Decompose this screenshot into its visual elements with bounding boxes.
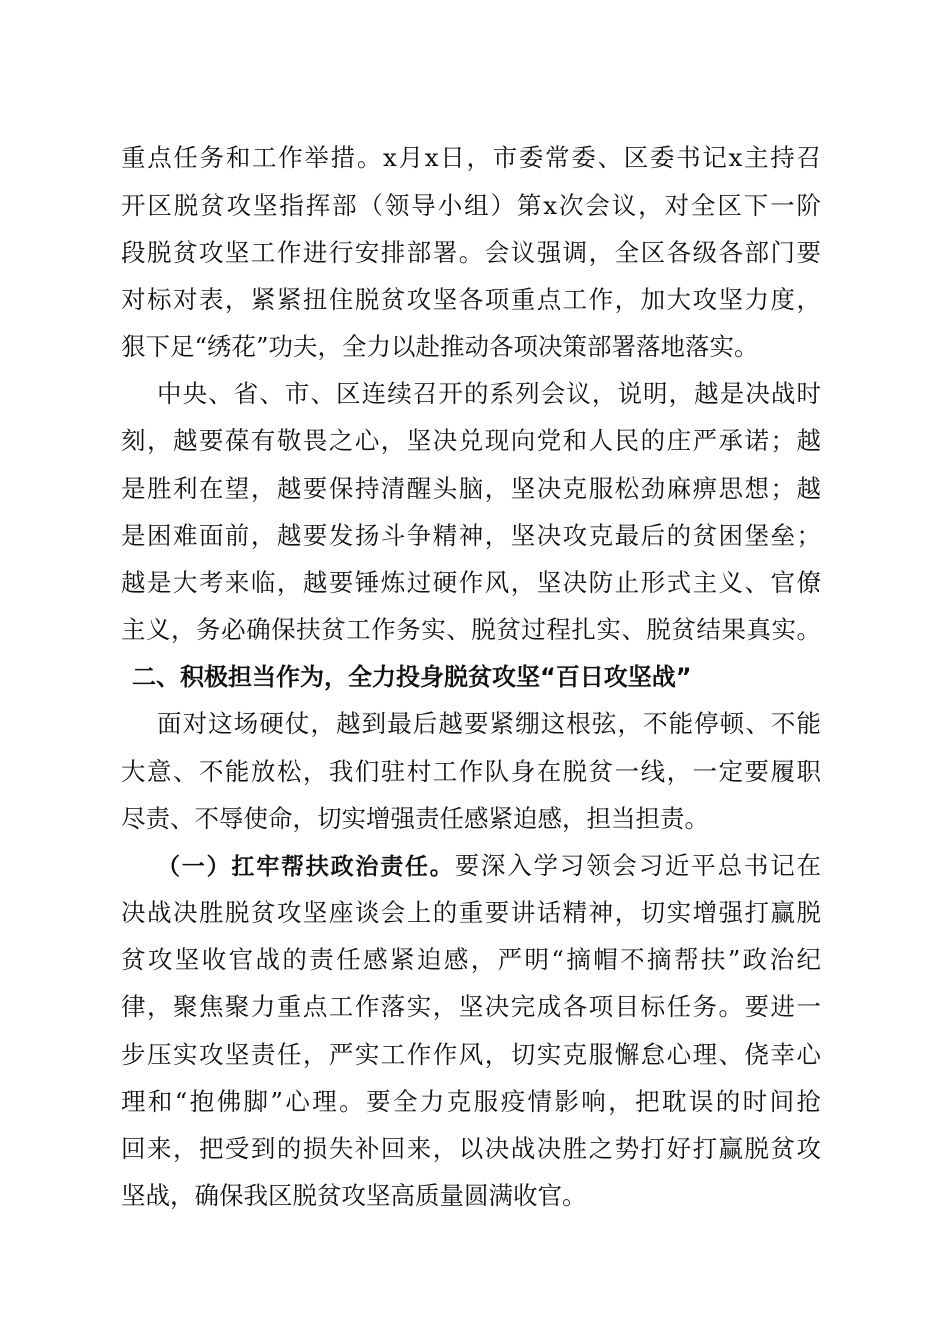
paragraph-3-line-3: 尽责、不辱使命，切实增强责任感紧迫感，担当担责。 [121, 804, 709, 833]
paragraph-3-line-2: 大意、不能放松，我们驻村工作队身在脱贫一线，一定要履职 [121, 757, 821, 786]
paragraph-1-line-5: 狠下足“绣花”功夫，全力以赴推动各项决策部署落地落实。 [121, 332, 759, 361]
paragraph-2-line-2: 刻，越要葆有敬畏之心，坚决兑现向党和人民的庄严承诺；越 [121, 426, 821, 455]
paragraph-4-line-2: 决战决胜脱贫攻坚座谈会上的重要讲话精神，切实增强打赢脱 [121, 898, 821, 927]
paragraph-1-line-1: 重点任务和工作举措。x月x日，市委常委、区委书记x主持召 [121, 143, 821, 172]
paragraph-4-line-1 [157, 850, 821, 882]
paragraph-4-line-4: 律，聚焦聚力重点工作落实，坚决完成各项目标任务。要进一 [121, 992, 821, 1021]
paragraph-2-line-4: 是困难面前，越要发扬斗争精神，坚决攻克最后的贫困堡垒； [121, 521, 821, 550]
paragraph-2-line-1: 中央、省、市、区连续召开的系列会议，说明，越是决战时 [157, 379, 821, 408]
paragraph-3-line-1: 面对这场硬仗，越到最后越要紧绷这根弦，不能停顿、不能 [157, 709, 821, 738]
paragraph-1-line-3: 段脱贫攻坚工作进行安排部署。会议强调，全区各级各部门要 [121, 238, 821, 267]
paragraph-2-line-6: 主义，务必确保扶贫工作务实、脱贫过程扎实、脱贫结果真实。 [121, 615, 821, 644]
section-heading: 二、积极担当作为，全力投身脱贫攻坚“百日攻坚战” [132, 663, 692, 691]
subsection-lead: （一）扛牢帮扶政治责任。 [157, 854, 455, 880]
paragraph-2-line-3: 是胜利在望，越要保持清醒头脑，坚决克服松劲麻痹思想；越 [121, 474, 821, 503]
paragraph-4-line-6: 理和“抱佛脚”心理。要全力克服疫情影响，把耽误的时间抢 [121, 1087, 821, 1116]
paragraph-4-line-5: 步压实攻坚责任，严实工作作风，切实克服懈怠心理、侥幸心 [121, 1040, 821, 1069]
paragraph-1-line-2: 开区脱贫攻坚指挥部（领导小组）第x次会议，对全区下一阶 [121, 191, 821, 220]
paragraph-4-first-rest: 要深入学习领会习近平总书记在 [454, 851, 822, 880]
paragraph-4-line-3: 贫攻坚收官战的责任感紧迫感，严明“摘帽不摘帮扶”政治纪 [121, 945, 821, 974]
paragraph-2-line-5: 越是大考来临，越要锤炼过硬作风，坚决防止形式主义、官僚 [121, 568, 821, 597]
paragraph-4-line-7: 回来，把受到的损失补回来，以决战决胜之势打好打赢脱贫攻 [121, 1134, 821, 1163]
paragraph-1-line-4: 对标对表，紧紧扭住脱贫攻坚各项重点工作，加大攻坚力度， [121, 285, 821, 314]
paragraph-4-line-8: 坚战，确保我区脱贫攻坚高质量圆满收官。 [121, 1181, 587, 1210]
